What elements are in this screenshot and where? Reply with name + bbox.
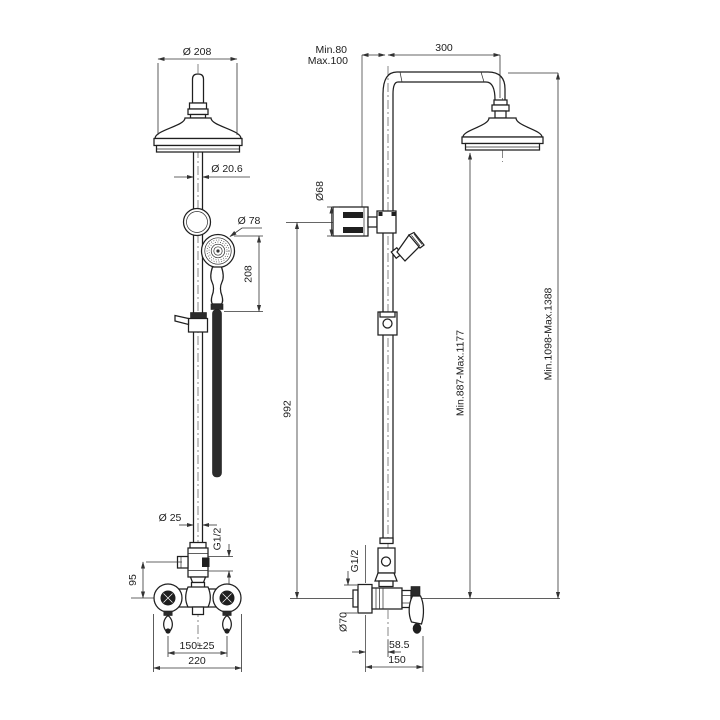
dim-holder-diameter: Ø68 xyxy=(314,181,326,201)
dim-wall-to-lever: 150 xyxy=(388,654,406,666)
front-hose xyxy=(213,310,222,478)
dim-wall-distance-max: Max.100 xyxy=(307,55,348,67)
dim-riser-length: 992 xyxy=(281,400,294,418)
dim-total-height-range: Min.1098-Max.1388 xyxy=(542,287,555,381)
front-valve xyxy=(154,584,241,634)
dim-inlet-centers: 150±25 xyxy=(179,640,215,652)
side-diverter xyxy=(375,538,397,587)
side-view xyxy=(282,42,561,672)
dim-arm-projection: 300 xyxy=(435,42,453,54)
dim-wall-to-axis: 58.5 xyxy=(389,639,410,651)
side-arm xyxy=(383,72,505,100)
dim-riser-diameter: Ø 25 xyxy=(158,512,182,524)
side-shower-head xyxy=(462,100,543,150)
dim-wall-distance-min: Min.80 xyxy=(315,44,347,56)
dim-outlet-thread: G1/2 xyxy=(349,549,361,573)
side-wall-bracket xyxy=(333,207,396,236)
dim-head-pipe-diameter: Ø 20.6 xyxy=(211,163,243,175)
side-handshower-cone xyxy=(391,233,424,262)
front-slider xyxy=(175,313,208,333)
dim-head-height-range: Min.887-Max.1177 xyxy=(454,329,467,417)
front-handshower xyxy=(202,235,235,310)
side-valve xyxy=(353,585,423,634)
dim-handshower-length: 208 xyxy=(242,265,255,283)
dim-diverter-offset: 95 xyxy=(127,574,139,586)
dim-head-diameter: Ø 208 xyxy=(182,46,212,58)
front-view xyxy=(127,46,263,672)
dim-inlet-thread: G1/2 xyxy=(211,527,224,551)
dim-overall-width: 220 xyxy=(188,655,206,667)
front-holder-ring xyxy=(184,209,211,236)
front-diverter xyxy=(178,543,210,589)
dim-escutcheon-diameter: Ø70 xyxy=(337,612,350,632)
side-slider xyxy=(378,312,397,335)
dim-handshower-diameter: Ø 78 xyxy=(237,215,261,227)
front-shower-head xyxy=(154,74,242,152)
